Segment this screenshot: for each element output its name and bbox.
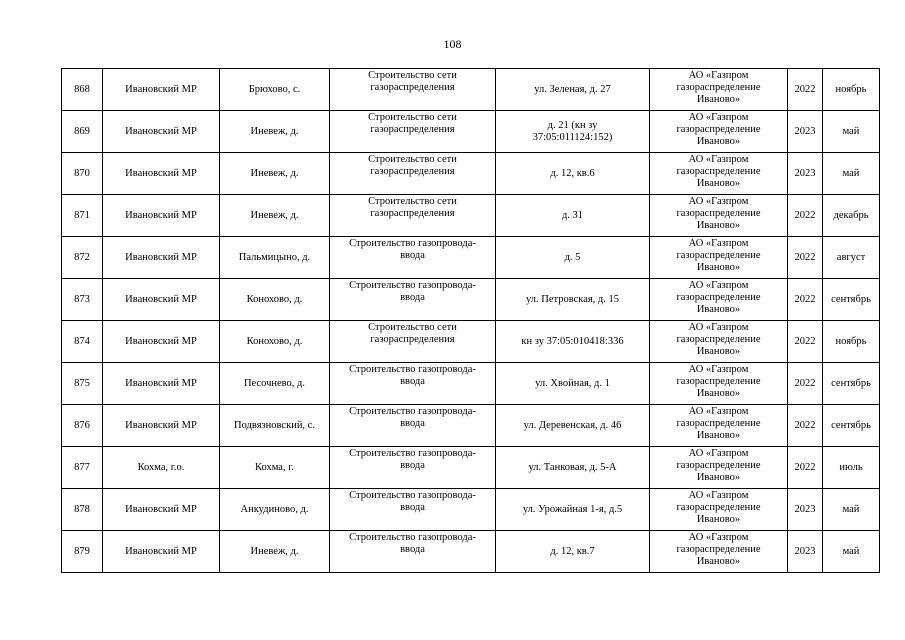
page-number: 108: [443, 37, 462, 51]
district-cell: Кохма, г.о.: [103, 447, 220, 489]
table-row: [62, 111, 880, 153]
table-row: [62, 321, 880, 363]
district-cell: Ивановский МР: [103, 69, 220, 111]
month-cell: ноябрь: [823, 69, 880, 111]
work-type-cell: Строительство сети газораспределения: [330, 195, 496, 237]
district-cell: Ивановский МР: [103, 405, 220, 447]
row-number: 876: [62, 405, 103, 447]
year-cell: 2023: [788, 489, 823, 531]
work-type-cell: Строительство сети газораспределения: [330, 321, 496, 363]
settlement-cell: Песочнево, д.: [220, 363, 330, 405]
settlement-cell: Иневеж, д.: [220, 111, 330, 153]
settlement-cell: Кохма, г.: [220, 447, 330, 489]
year-cell: 2022: [788, 363, 823, 405]
year-cell: 2022: [788, 195, 823, 237]
district-cell: Ивановский МР: [103, 195, 220, 237]
row-number: 873: [62, 279, 103, 321]
work-type-cell: Строительство сети газораспределения: [330, 153, 496, 195]
month-cell: сентябрь: [823, 363, 880, 405]
month-cell: май: [823, 111, 880, 153]
address-cell: д. 5: [496, 237, 650, 279]
gasification-schedule-table: [61, 68, 880, 573]
settlement-cell: Подвязновский, с.: [220, 405, 330, 447]
district-cell: Ивановский МР: [103, 111, 220, 153]
month-cell: май: [823, 153, 880, 195]
row-number: 879: [62, 531, 103, 573]
month-cell: сентябрь: [823, 279, 880, 321]
table-row: [62, 531, 880, 573]
row-number: 878: [62, 489, 103, 531]
organization-cell: АО «Газпром газораспределение Иваново»: [650, 321, 788, 363]
address-cell: ул. Танковая, д. 5-А: [496, 447, 650, 489]
row-number: 875: [62, 363, 103, 405]
work-type-cell: Строительство газопровода- ввода: [330, 405, 496, 447]
settlement-cell: Конохово, д.: [220, 321, 330, 363]
month-cell: май: [823, 531, 880, 573]
row-number: 874: [62, 321, 103, 363]
address-cell: д. 21 (кн зу 37:05:011124:152): [496, 111, 650, 153]
address-cell: д. 31: [496, 195, 650, 237]
address-cell: кн зу 37:05:010418:336: [496, 321, 650, 363]
address-cell: ул. Зеленая, д. 27: [496, 69, 650, 111]
organization-cell: АО «Газпром газораспределение Иваново»: [650, 69, 788, 111]
year-cell: 2022: [788, 321, 823, 363]
work-type-cell: Строительство газопровода- ввода: [330, 279, 496, 321]
work-type-cell: Строительство сети газораспределения: [330, 111, 496, 153]
settlement-cell: Иневеж, д.: [220, 153, 330, 195]
table-row: [62, 405, 880, 447]
organization-cell: АО «Газпром газораспределение Иваново»: [650, 363, 788, 405]
organization-cell: АО «Газпром газораспределение Иваново»: [650, 405, 788, 447]
district-cell: Ивановский МР: [103, 279, 220, 321]
table-row: [62, 489, 880, 531]
table-row: [62, 195, 880, 237]
organization-cell: АО «Газпром газораспределение Иваново»: [650, 195, 788, 237]
address-cell: ул. Урожайная 1-я, д.5: [496, 489, 650, 531]
organization-cell: АО «Газпром газораспределение Иваново»: [650, 279, 788, 321]
month-cell: июль: [823, 447, 880, 489]
work-type-cell: Строительство газопровода- ввода: [330, 489, 496, 531]
organization-cell: АО «Газпром газораспределение Иваново»: [650, 111, 788, 153]
row-number: 870: [62, 153, 103, 195]
year-cell: 2023: [788, 153, 823, 195]
address-cell: д. 12, кв.6: [496, 153, 650, 195]
row-number: 871: [62, 195, 103, 237]
district-cell: Ивановский МР: [103, 321, 220, 363]
settlement-cell: Анкудиново, д.: [220, 489, 330, 531]
organization-cell: АО «Газпром газораспределение Иваново»: [650, 237, 788, 279]
district-cell: Ивановский МР: [103, 153, 220, 195]
work-type-cell: Строительство газопровода- ввода: [330, 531, 496, 573]
district-cell: Ивановский МР: [103, 237, 220, 279]
month-cell: сентябрь: [823, 405, 880, 447]
table-row: [62, 69, 880, 111]
year-cell: 2022: [788, 447, 823, 489]
table-row: [62, 279, 880, 321]
row-number: 877: [62, 447, 103, 489]
district-cell: Ивановский МР: [103, 363, 220, 405]
settlement-cell: Конохово, д.: [220, 279, 330, 321]
row-number: 868: [62, 69, 103, 111]
address-cell: ул. Хвойная, д. 1: [496, 363, 650, 405]
work-type-cell: Строительство газопровода- ввода: [330, 363, 496, 405]
year-cell: 2022: [788, 279, 823, 321]
settlement-cell: Брюхово, с.: [220, 69, 330, 111]
district-cell: Ивановский МР: [103, 489, 220, 531]
row-number: 869: [62, 111, 103, 153]
table-row: [62, 363, 880, 405]
district-cell: Ивановский МР: [103, 531, 220, 573]
month-cell: ноябрь: [823, 321, 880, 363]
year-cell: 2022: [788, 69, 823, 111]
organization-cell: АО «Газпром газораспределение Иваново»: [650, 153, 788, 195]
month-cell: май: [823, 489, 880, 531]
address-cell: д. 12, кв.7: [496, 531, 650, 573]
table-row: [62, 447, 880, 489]
settlement-cell: Иневеж, д.: [220, 531, 330, 573]
settlement-cell: Пальмицыно, д.: [220, 237, 330, 279]
row-number: 872: [62, 237, 103, 279]
year-cell: 2022: [788, 405, 823, 447]
work-type-cell: Строительство газопровода- ввода: [330, 237, 496, 279]
table-body: [62, 69, 880, 573]
address-cell: ул. Петровская, д. 15: [496, 279, 650, 321]
table-row: [62, 237, 880, 279]
settlement-cell: Иневеж, д.: [220, 195, 330, 237]
address-cell: ул. Деревенская, д. 46: [496, 405, 650, 447]
organization-cell: АО «Газпром газораспределение Иваново»: [650, 489, 788, 531]
work-type-cell: Строительство газопровода- ввода: [330, 447, 496, 489]
organization-cell: АО «Газпром газораспределение Иваново»: [650, 447, 788, 489]
month-cell: декабрь: [823, 195, 880, 237]
table-row: [62, 153, 880, 195]
month-cell: август: [823, 237, 880, 279]
year-cell: 2023: [788, 111, 823, 153]
year-cell: 2022: [788, 237, 823, 279]
work-type-cell: Строительство сети газораспределения: [330, 69, 496, 111]
year-cell: 2023: [788, 531, 823, 573]
organization-cell: АО «Газпром газораспределение Иваново»: [650, 531, 788, 573]
